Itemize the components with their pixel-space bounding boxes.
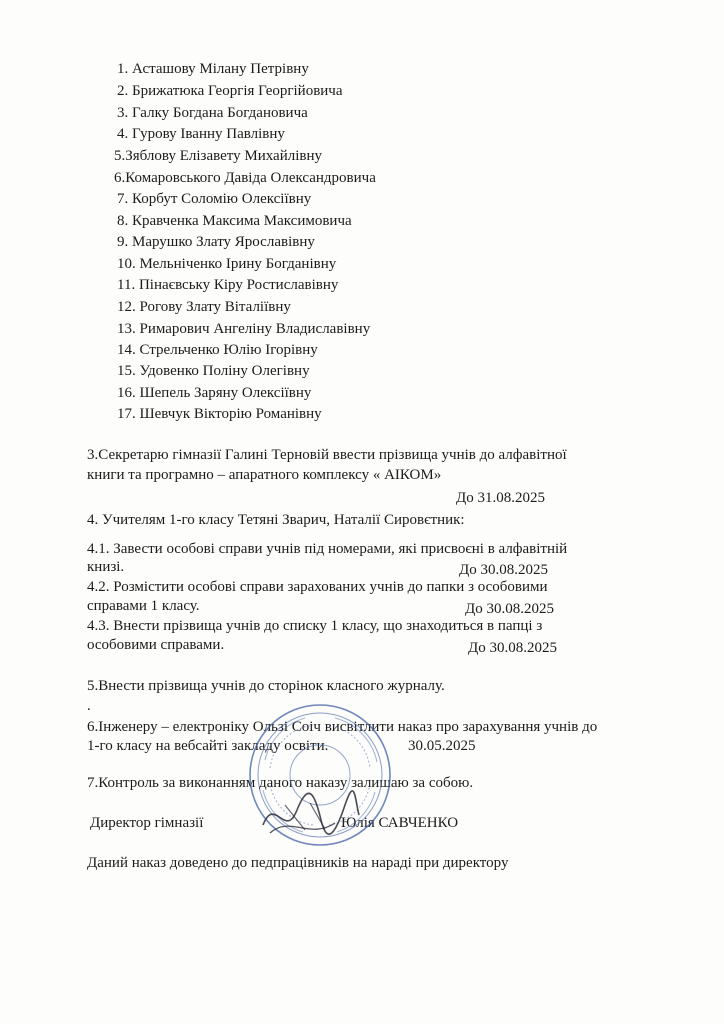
list-item: 4. Гурову Іванну Павлівну <box>117 126 285 142</box>
list-item: 1. Асташову Мілану Петрівну <box>117 61 309 77</box>
list-item: 17. Шевчук Вікторію Романівну <box>117 406 322 422</box>
list-item: 15. Удовенко Поліну Олегівну <box>117 363 310 379</box>
list-item: 13. Римарович Ангеліну Владиславівну <box>117 321 371 337</box>
signature-position: Директор гімназії <box>90 815 204 831</box>
list-item: 2. Брижатюка Георгія Георгійовича <box>117 83 343 99</box>
list-item: 8. Кравченка Максима Максимовича <box>117 213 352 229</box>
stray-dot: . <box>87 698 91 714</box>
item-5-line-1: 5.Внести прізвища учнів до сторінок класного журналу. <box>87 678 445 694</box>
item-6-line-2: 1-го класу на вебсайті закладу освіти. <box>87 738 329 754</box>
item-4-1-line-2: книзі. <box>87 559 125 575</box>
item-3-deadline: До 31.08.2025 <box>456 490 545 506</box>
item-4-3-line-2: особовими справами. <box>87 637 225 653</box>
item-6-deadline: 30.05.2025 <box>408 738 476 754</box>
list-item: 6.Комаровського Давіда Олександровича <box>114 170 376 186</box>
item-4-3-line-1: 4.3. Внести прізвища учнів до списку 1 класу, що знаходиться в папці з <box>87 618 543 634</box>
list-item: 12. Рогову Злату Віталіївну <box>117 299 291 315</box>
item-4-3-deadline: До 30.08.2025 <box>468 640 557 656</box>
item-4-2-deadline: До 30.08.2025 <box>465 601 554 617</box>
list-item: 16. Шепель Заряну Олексіївну <box>117 385 312 401</box>
list-item: 10. Мельніченко Ірину Богданівну <box>117 256 337 272</box>
item-3-line-2: книги та програмно – апаратного комплексу « АІКОМ» <box>87 467 442 483</box>
list-item: 7. Корбут Соломію Олексіївну <box>117 191 312 207</box>
footer-note: Даний наказ доведено до педпрацівників на нараді при директору <box>87 855 509 871</box>
list-item: 14. Стрельченко Юлію Ігорівну <box>117 342 318 358</box>
signature-name: Юлія САВЧЕНКО <box>341 815 459 831</box>
list-item: 11. Пінаєвську Кіру Ростиславівну <box>117 277 339 293</box>
item-4-1-deadline: До 30.08.2025 <box>459 562 548 578</box>
item-4-2-line-2: справами 1 класу. <box>87 598 200 614</box>
item-4-line-1: 4. Учителям 1-го класу Тетяні Зварич, Наталії Сировєтник: <box>87 512 465 528</box>
list-item: 5.Зяблову Елізавету Михайлівну <box>114 148 323 164</box>
item-4-1-line-1: 4.1. Завести особові справи учнів під номерами, які присвоєні в алфавітній <box>87 541 568 557</box>
list-item: 3. Галку Богдана Богдановича <box>117 105 308 121</box>
item-4-2-line-1: 4.2. Розмістити особові справи зарахованих учнів до папки з особовими <box>87 579 548 595</box>
item-3-line-1: 3.Секретарю гімназії Галині Терновій ввести прізвища учнів до алфавітної <box>87 447 567 463</box>
list-item: 9. Марушко Злату Ярославівну <box>117 234 315 250</box>
item-7-line-1: 7.Контроль за виконанням даного наказу залишаю за собою. <box>87 775 474 791</box>
item-6-line-1: 6.Інженеру – електроніку Ользі Соіч висвітлити наказ про зарахування учнів до <box>87 719 598 735</box>
